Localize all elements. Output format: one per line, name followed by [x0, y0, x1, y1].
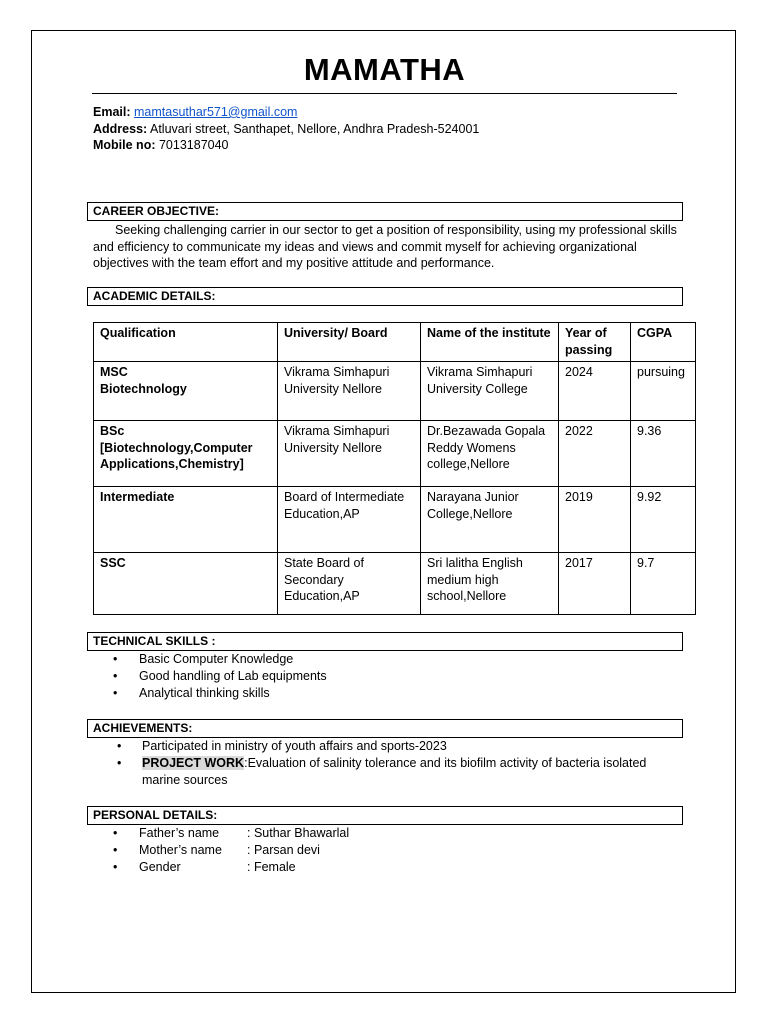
achievement-text: Participated in ministry of youth affairs and sports-2023 [142, 739, 447, 753]
personal-label: Gender [139, 860, 181, 874]
col-header: Year of passing [559, 323, 631, 362]
col-header: Qualification [94, 323, 278, 362]
table-cell: pursuing [631, 362, 696, 421]
list-item [93, 685, 327, 702]
email-label: Email: [93, 105, 131, 119]
table-row [94, 421, 696, 487]
list-item [93, 668, 327, 685]
email-link[interactable]: mamtasuthar571@gmail.com [134, 105, 298, 119]
bullet-icon: • [117, 756, 122, 770]
table-cell: 9.92 [631, 487, 696, 553]
table-cell: 2024 [559, 362, 631, 421]
table-cell: 9.36 [631, 421, 696, 487]
bullet-icon: • [113, 843, 118, 857]
table-row [94, 487, 696, 553]
technical-skills-heading: TECHNICAL SKILLS : [87, 632, 683, 651]
table-cell: BSc [Biotechnology,Computer Applications,Chemistry] [94, 421, 278, 487]
table-cell: Sri lalitha English medium high school,Nellore [421, 553, 559, 615]
career-objective-text [93, 222, 678, 272]
table-cell: Dr.Bezawada Gopala Reddy Womens college,Nellore [421, 421, 559, 487]
name-divider [92, 93, 677, 94]
bullet-icon: • [113, 826, 118, 840]
bullet-icon: • [113, 686, 118, 700]
personal-label: Father’s name [139, 826, 220, 840]
personal-label: Mother’s name [139, 843, 222, 857]
table-cell: 2017 [559, 553, 631, 615]
skill-text: Good handling of Lab equipments [139, 669, 327, 683]
mobile-label: Mobile no: [93, 138, 156, 152]
skill-text: Basic Computer Knowledge [139, 652, 294, 666]
skill-text: Analytical thinking skills [139, 686, 270, 700]
personal-value: : Parsan devi [247, 843, 320, 857]
bullet-icon: • [117, 739, 122, 753]
col-header: University/ Board [278, 323, 421, 362]
list-item [93, 859, 349, 876]
table-cell: Narayana Junior College,Nellore [421, 487, 559, 553]
table-header-row [94, 323, 696, 362]
mobile-line [93, 137, 479, 154]
table-row [94, 553, 696, 615]
career-objective-heading: CAREER OBJECTIVE: [87, 202, 683, 221]
academic-heading: ACADEMIC DETAILS: [87, 287, 683, 306]
table-cell: Vikrama Simhapuri University Nellore [278, 362, 421, 421]
col-header: CGPA [631, 323, 696, 362]
achievements-heading: ACHIEVEMENTS: [87, 719, 683, 738]
bullet-icon: • [113, 669, 118, 683]
table-cell: State Board of Secondary Education,AP [278, 553, 421, 615]
table-cell: Vikrama Simhapuri University College [421, 362, 559, 421]
contact-block [93, 104, 479, 154]
personal-details-heading: PERSONAL DETAILS: [87, 806, 683, 825]
list-item [93, 842, 349, 859]
address-value: Atluvari street, Santhapet, Nellore, Andhra Pradesh-524001 [149, 121, 480, 136]
address-label: Address: [93, 121, 148, 136]
address-line [93, 121, 479, 138]
project-work-label: PROJECT WORK [142, 756, 245, 770]
table-cell: 2019 [559, 487, 631, 553]
personal-details-list [93, 825, 349, 876]
academic-table [93, 322, 696, 615]
table-cell: 9.7 [631, 553, 696, 615]
project-work-text: :Evaluation of salinity tolerance and its biofilm activity of bacteria isolated marine sources [142, 756, 647, 787]
table-cell: MSC Biotechnology [94, 362, 278, 421]
table-cell: 2022 [559, 421, 631, 487]
table-cell: SSC [94, 553, 278, 615]
table-row [94, 362, 696, 421]
bullet-icon: • [113, 860, 118, 874]
list-item [93, 738, 673, 755]
table-cell: Vikrama Simhapuri University Nellore [278, 421, 421, 487]
list-item [93, 825, 349, 842]
resume-name: MAMATHA [303, 52, 466, 87]
technical-skills-list [93, 651, 327, 702]
bullet-icon: • [113, 652, 118, 666]
achievements-list [93, 738, 673, 789]
table-cell: Intermediate [94, 487, 278, 553]
email-line [93, 104, 479, 121]
personal-value: : Female [247, 860, 296, 874]
personal-value: : Suthar Bhawarlal [247, 826, 350, 840]
col-header: Name of the institute [421, 323, 559, 362]
table-cell: Board of Intermediate Education,AP [278, 487, 421, 553]
list-item [93, 755, 673, 789]
mobile-value: 7013187040 [158, 138, 229, 152]
list-item [93, 651, 327, 668]
career-objective-body: Seeking challenging carrier in our sector to get a position of responsibility, using my professional skills and efficiency to communicate my ideas and views and commit myself for achieving organizational objectives with the team effort and my positive attitude and performance. [93, 223, 677, 270]
